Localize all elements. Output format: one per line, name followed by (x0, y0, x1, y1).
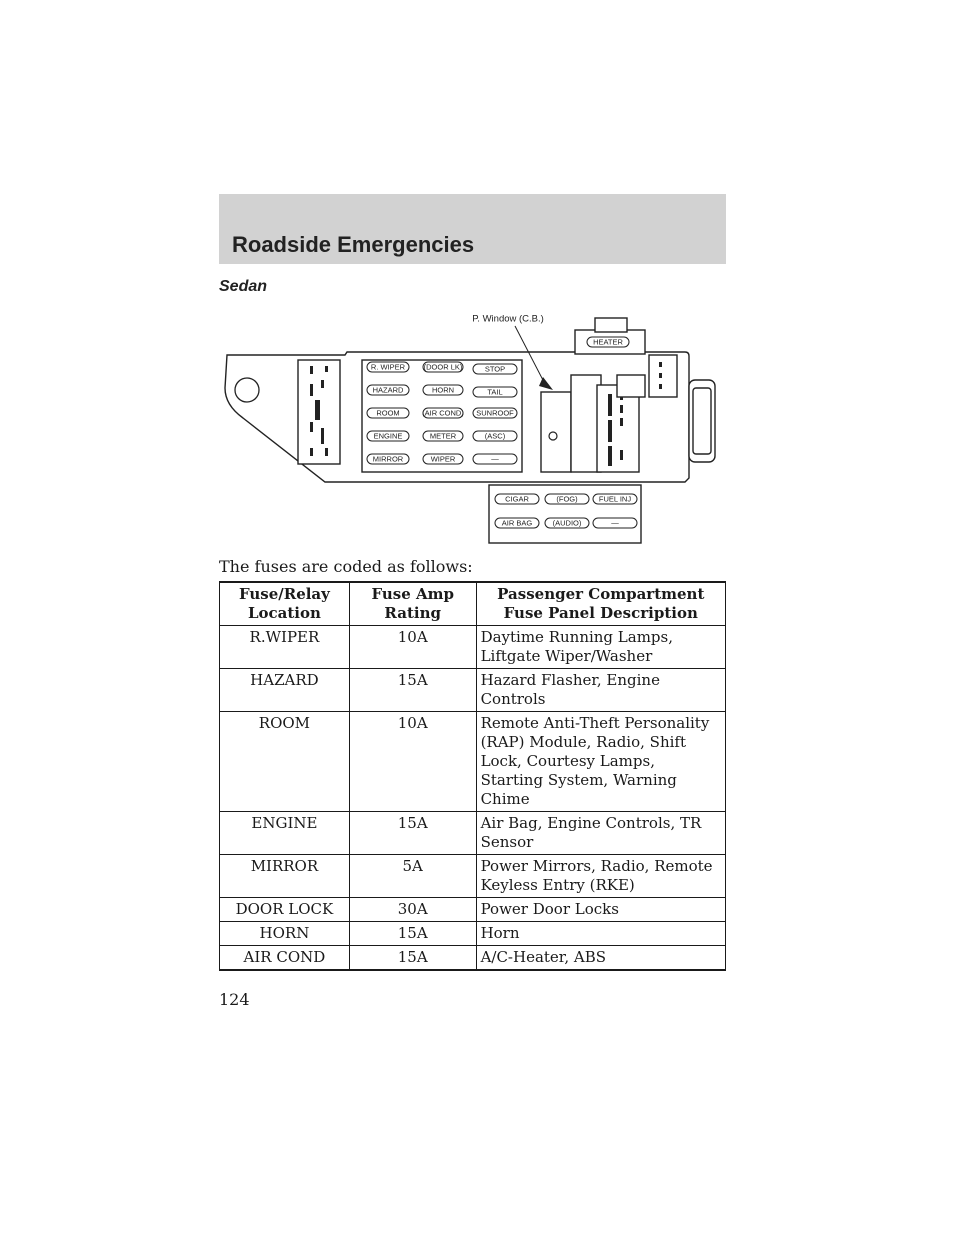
fuse-label: MIRROR (372, 454, 404, 464)
fuse-description: Remote Anti-Theft Personality (RAP) Module, Radio, Shift Lock, Courtesy Lamps, Starting System, Warning Chime (476, 712, 725, 812)
fuse-label: SUNROOF (476, 408, 514, 418)
fuse-location: HAZARD (220, 669, 350, 712)
right-relay-pins (659, 362, 662, 389)
fuse-rating: 10A (349, 626, 476, 669)
fuse-description: Daytime Running Lamps, Liftgate Wiper/Washer (476, 626, 725, 669)
fuse-table (219, 581, 726, 971)
table-header-row (220, 582, 726, 626)
heater-connector (595, 318, 627, 332)
side-tab-inner (693, 388, 711, 454)
fuse-label: (DOOR LK) (423, 362, 463, 372)
table-intro: The fuses are coded as follows: (219, 557, 473, 576)
column-header: Fuse/Relay Location (220, 582, 350, 626)
fuse-label: R. WIPER (370, 362, 406, 372)
fuse-description: Power Mirrors, Radio, Remote Keyless Entry (RKE) (476, 855, 725, 898)
column-header: Fuse Amp Rating (349, 582, 476, 626)
fuse-label: AIR BAG (501, 518, 533, 528)
table-row (220, 898, 726, 922)
table-row (220, 855, 726, 898)
fuse-label: — (611, 518, 619, 528)
table-row (220, 812, 726, 855)
fuse-panel-diagram (215, 300, 725, 550)
fuse-rating: 15A (349, 946, 476, 971)
table-row (220, 922, 726, 946)
relay-right (597, 385, 639, 472)
fuse-description: Power Door Locks (476, 898, 725, 922)
fuse-description: Hazard Flasher, Engine Controls (476, 669, 725, 712)
page-number: 124 (219, 990, 250, 1009)
fuse-label: CIGAR (505, 494, 529, 504)
fuse-label: FUEL INJ (598, 494, 632, 504)
table-row (220, 669, 726, 712)
fuse-rating: 5A (349, 855, 476, 898)
fuse-rating: 30A (349, 898, 476, 922)
table-row (220, 626, 726, 669)
fuse-label: HAZARD (372, 385, 404, 395)
fuse-description: Air Bag, Engine Controls, TR Sensor (476, 812, 725, 855)
right-relay-slot (649, 355, 677, 397)
fuse-label: ROOM (376, 408, 400, 418)
fuse-label: HORN (431, 385, 455, 395)
fuse-label: — (491, 454, 499, 464)
fuse-label: (ASC) (484, 431, 506, 441)
fuse-label: TAIL (487, 387, 503, 397)
table-row (220, 946, 726, 971)
fuse-rating: 15A (349, 922, 476, 946)
fuse-label: STOP (484, 364, 506, 374)
fuse-location: R.WIPER (220, 626, 350, 669)
relay-top (617, 375, 645, 397)
table-row (220, 712, 726, 812)
column-header: Passenger Compartment Fuse Panel Description (476, 582, 725, 626)
callout-label: P. Window (C.B.) (472, 313, 544, 325)
lower-fuse-row-2 (495, 518, 637, 528)
fuse-label: METER (429, 431, 457, 441)
fuse-rating: 15A (349, 669, 476, 712)
fuse-label: WIPER (430, 454, 456, 464)
fuse-label: (FOG) (556, 494, 578, 504)
cb-post (549, 432, 557, 440)
fuse-label: ENGINE (373, 431, 403, 441)
fuse-label: (AUDIO) (552, 518, 582, 528)
fuse-location: HORN (220, 922, 350, 946)
page-section-title: Roadside Emergencies (232, 232, 475, 257)
mounting-hole (235, 378, 259, 402)
circuit-breaker (541, 392, 571, 472)
fuse-rating: 15A (349, 812, 476, 855)
fuse-location: DOOR LOCK (220, 898, 350, 922)
lower-fuse-row-1 (495, 494, 637, 504)
fuse-location: ENGINE (220, 812, 350, 855)
fuse-location: AIR COND (220, 946, 350, 971)
heater-label: HEATER (593, 337, 623, 347)
fuse-description: Horn (476, 922, 725, 946)
fuse-description: A/C-Heater, ABS (476, 946, 725, 971)
fuse-rating: 10A (349, 712, 476, 812)
fuse-location: ROOM (220, 712, 350, 812)
fuse-label: (AIR COND) (422, 408, 464, 418)
section-subtitle: Sedan (219, 278, 268, 295)
fuse-location: MIRROR (220, 855, 350, 898)
